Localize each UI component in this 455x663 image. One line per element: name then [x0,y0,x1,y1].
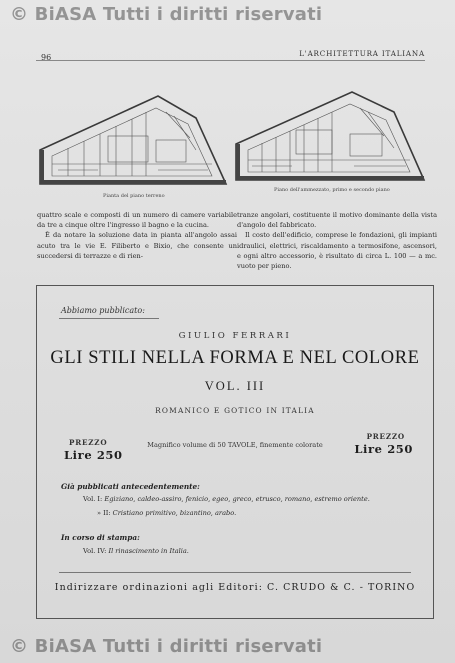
book-volume: VOL. III [204,379,266,393]
caption-ground-plan: Pianta del piano terreno [103,193,165,199]
floor-plan-upper [234,78,428,184]
text-column-right [237,210,437,271]
volume-number: » II: [97,509,111,517]
book-title: GLI STILI NELLA FORMA E NEL COLORE [50,348,420,368]
book-advertisement [36,285,434,619]
running-head: L'ARCHITETTURA ITALIANA [299,49,425,58]
book-description: Magnifico volume di 50 TAVOLE, finemente colorate [147,441,323,449]
caption-upper-plan: Piano dell'ammezzato, primo e secondo piano [274,187,390,193]
book-author: GIULIO FERRARI [178,331,292,341]
forthcoming-heading: In corso di stampa: [61,533,140,542]
watermark-top: © BiASA Tutti i diritti riservati [10,4,323,25]
volume-number: Vol. I: [83,495,103,503]
volume-number: Vol. IV: [83,547,107,555]
paragraph: Il costo dell'edificio, comprese le fondazioni, gli impianti idraulici, elettrici, riscaldamento a termosifone, ascensori, e ogni altro accessorio, è risultato di circa L. 100 — a mc. vuoto per pieno. [237,231,437,271]
intro-underline [59,318,159,319]
paragraph: tranze angolari, costituente il motivo dominante della vista d'angolo del fabbricato. [237,211,437,230]
paragraph: Ê da notare la soluzione data in pianta all'angolo assai acuto tra le vie E. Filiberto e Bixio, che consente un succedersi di terrazze e di rien- [37,231,237,260]
publisher-footer: Indirizzare ordinazioni agli Editori: C. CRUDO & C. - TORINO [54,582,416,593]
ad-intro: Abbiamo pubblicato: [61,306,145,315]
book-subtitle: ROMANICO E GOTICO IN ITALIA [155,406,315,415]
published-item [83,495,370,503]
price-label-right: PREZZO [366,432,405,441]
watermark-bottom: © BiASA Tutti i diritti riservati [10,636,323,657]
price-label-left: PREZZO [69,438,108,447]
price-value-right: Lire 250 [354,442,413,456]
footer-rule [59,572,411,573]
text-column-left [37,210,237,261]
page-number: 96 [41,53,52,62]
price-value-left: Lire 250 [64,448,123,462]
published-item [97,509,236,517]
header-rule [36,60,425,61]
volume-contents: Cristiano primitivo, bizantino, arabo. [112,509,237,517]
volume-contents: Egiziano, caldeo-assiro, fenicio, egeo, greco, etrusco, romano, estremo oriente. [104,495,370,503]
paragraph: quattro scale e composti di un numero di camere variabile da tre a cinque oltre l'ingresso il bagno e la cucina. [37,211,237,230]
published-heading: Già pubblicati antecedentemente: [61,482,200,491]
forthcoming-item [83,547,189,555]
floor-plan-ground [38,78,230,190]
volume-contents: Il rinascimento in Italia. [108,547,189,555]
